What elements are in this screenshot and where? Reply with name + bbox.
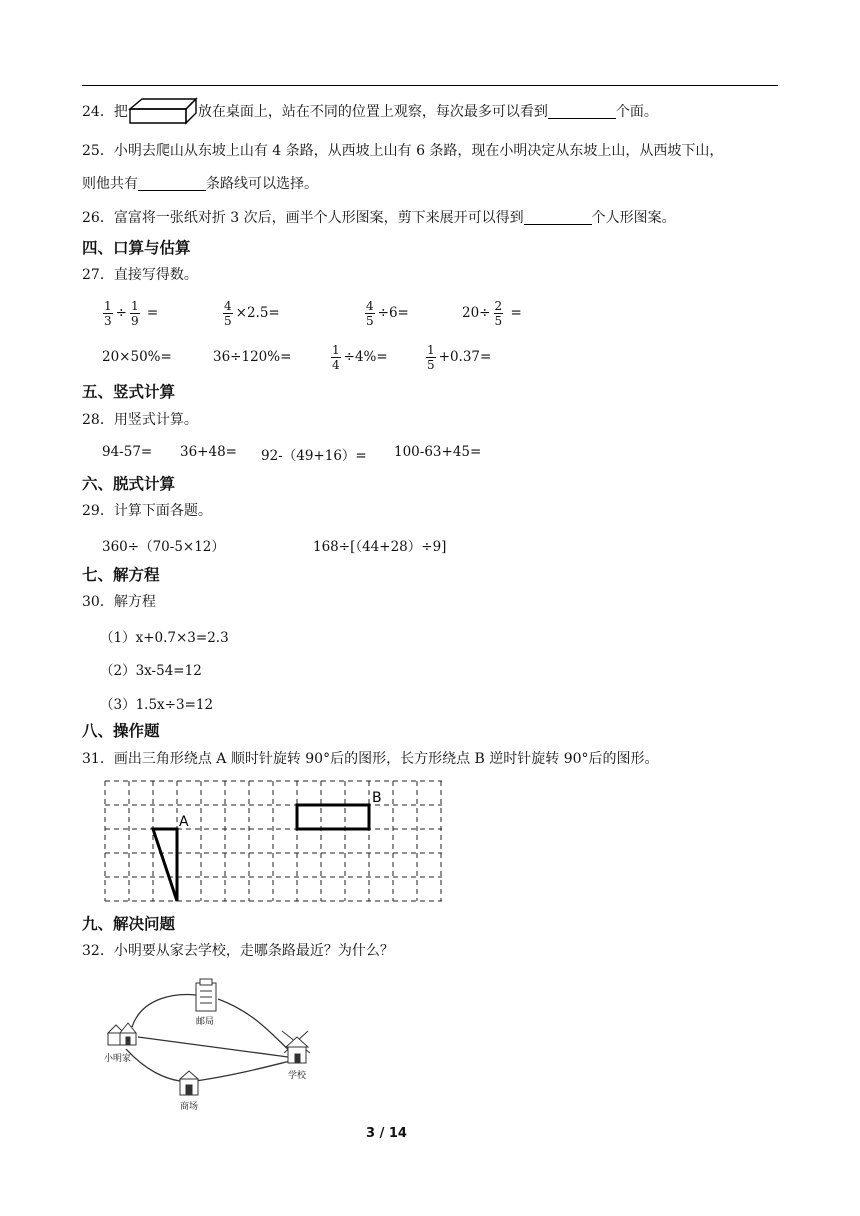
- rectangle-shape: [297, 805, 369, 829]
- equation-3: （3）1.5x÷3=12: [100, 697, 214, 713]
- fraction: $\frac{1}{9}$: [130, 299, 139, 328]
- question-25-line1: 25．小明去爬山从东坡上山有 4 条路，从西坡上山有 6 条路，现在小明决定从东坡上山，从西坡下山，: [82, 143, 724, 159]
- equation-1: （1）x+0.7×3=2.3: [100, 630, 229, 646]
- section-heading-5: 五、竖式计算: [82, 383, 176, 401]
- oral-calc-4: 20÷ $\frac{2}{5}$ =: [462, 299, 522, 328]
- section-heading-8: 八、操作题: [82, 722, 160, 740]
- post-office-label: 邮局: [196, 1017, 215, 1027]
- oral-calc-7: $\frac{1}{4}$ ÷4%=: [332, 343, 388, 372]
- oral-calc-2: $\frac{4}{5}$ ×2.5=: [224, 299, 280, 328]
- fraction: $\frac{2}{5}$: [494, 299, 503, 328]
- q24-text: 放在桌面上，站在不同的位置上观察，每次最多可以看到: [197, 104, 548, 120]
- route-post-school: [218, 999, 292, 1053]
- rotation-grid-figure: [104, 780, 444, 904]
- cuboid-figure: [128, 109, 198, 135]
- oral-calc-5: 20×50%=: [102, 349, 172, 365]
- vertical-calc-4: 100-63+45=: [394, 444, 482, 460]
- page-number: 3 / 14: [366, 1126, 407, 1141]
- section-heading-6: 六、脱式计算: [82, 475, 176, 493]
- market-icon: [180, 1071, 198, 1095]
- route-map: [96, 975, 346, 1125]
- q26-text: 26．富富将一张纸对折 3 次后，画半个人形图案，剪下来展开可以得到: [82, 210, 524, 226]
- home-label: 小明家: [104, 1054, 132, 1064]
- vertical-calc-3: 92-（49+16）=: [261, 448, 367, 464]
- question-24: [82, 101, 658, 135]
- question-25-line2: [82, 173, 318, 193]
- question-27-title: 27．直接写得数。: [82, 267, 198, 283]
- school-icon: [282, 1031, 310, 1063]
- question-28-title: 28．用竖式计算。: [82, 412, 198, 428]
- section-heading-9: 九、解决问题: [82, 915, 176, 933]
- route-market-school: [196, 1061, 290, 1081]
- question-30-title: 30．解方程: [82, 594, 156, 610]
- question-31-title: 31．画出三角形绕点 A 顺时针旋转 90°后的图形，长方形绕点 B 逆时针旋转 90°后的图形。: [82, 751, 659, 767]
- answer-blank-24[interactable]: [548, 104, 616, 119]
- stepwise-calc-1: 360÷（70-5×12）: [102, 539, 225, 555]
- route-home-school: [138, 1037, 288, 1057]
- header-rule: [82, 85, 778, 86]
- answer-blank-26[interactable]: [524, 210, 592, 225]
- oral-calc-3: $\frac{4}{5}$ ÷6=: [366, 299, 409, 328]
- fraction: $\frac{1}{5}$: [427, 343, 435, 372]
- market-label: 商场: [180, 1102, 199, 1112]
- stepwise-calc-2: 168÷[（44+28）÷9]: [313, 539, 447, 555]
- vertical-calc-2: 36+48=: [180, 444, 237, 460]
- fraction: $\frac{4}{5}$: [366, 299, 374, 328]
- q24-end: 个面。: [615, 104, 658, 120]
- fraction: $\frac{1}{4}$: [332, 343, 340, 372]
- section-heading-4: 四、口算与估算: [82, 239, 191, 257]
- answer-blank-25[interactable]: [138, 176, 206, 191]
- q24-prefix: 24．把: [82, 104, 128, 120]
- school-label: 学校: [288, 1071, 307, 1081]
- section-heading-7: 七、解方程: [82, 566, 160, 584]
- question-32-title: 32．小明要从家去学校，走哪条路最近？为什么？: [82, 943, 394, 959]
- q25-prefix: 则他共有: [82, 176, 138, 192]
- post-office-icon: [196, 979, 216, 1011]
- oral-calc-8: $\frac{1}{5}$ +0.37=: [427, 343, 492, 372]
- q26-end: 个人形图案。: [591, 210, 676, 226]
- q25-end: 条路线可以选择。: [206, 176, 318, 192]
- equation-2: （2）3x-54=12: [100, 663, 202, 679]
- vertical-calc-1: 94-57=: [102, 444, 153, 460]
- question-26: [82, 207, 676, 227]
- oral-calc-1: $\frac{1}{3}$ ÷ $\frac{1}{9}$ =: [104, 299, 159, 328]
- point-a-label: A: [179, 814, 189, 830]
- question-29-title: 29．计算下面各题。: [82, 503, 212, 519]
- triangle-shape: [153, 829, 177, 901]
- point-b-label: B: [372, 790, 382, 806]
- fraction: $\frac{4}{5}$: [224, 299, 232, 328]
- route-home-market: [126, 1049, 180, 1081]
- route-home-post: [132, 995, 196, 1027]
- oral-calc-6: 36÷120%=: [213, 349, 292, 365]
- fraction: $\frac{1}{3}$: [104, 299, 112, 328]
